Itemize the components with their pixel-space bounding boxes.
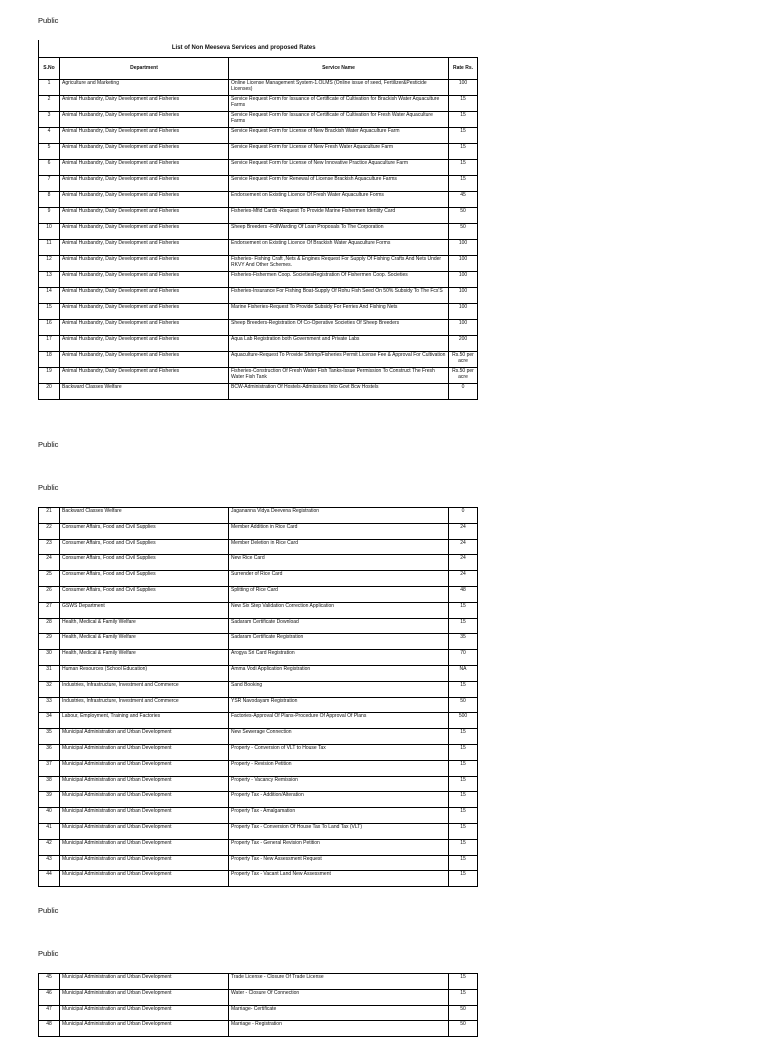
table-row (39, 508, 478, 524)
cell-sno: 42 (39, 839, 60, 855)
table-row (39, 191, 478, 207)
cell-sno: 20 (39, 383, 60, 399)
cell-sno: 28 (39, 618, 60, 634)
cell-rate: 15 (449, 602, 478, 618)
cell-sno: 31 (39, 665, 60, 681)
table-row (39, 760, 478, 776)
cell-rate: 50 (449, 697, 478, 713)
cell-sno: 44 (39, 871, 60, 887)
cell-department: Municipal Administration and Urban Development (60, 808, 229, 824)
cell-department: Animal Husbandry, Dairy Development and Fisheries (60, 191, 229, 207)
cell-sno: 41 (39, 823, 60, 839)
cell-rate: 100 (449, 239, 478, 255)
cell-service-name: Amma Vodi Application Registration (229, 665, 449, 681)
cell-rate: 24 (449, 555, 478, 571)
cell-department: Municipal Administration and Urban Development (60, 760, 229, 776)
cell-rate: 15 (449, 159, 478, 175)
cell-department: Consumer Affairs, Food and Civil Supplies (60, 571, 229, 587)
cell-service-name: Member Addition in Rice Card (229, 523, 449, 539)
table-row (39, 974, 478, 990)
cell-service-name: Service Request Form for License of New Brackish Water Aquaculture Farm (229, 127, 449, 143)
cell-department: Agriculture and Marketing (60, 79, 229, 95)
cell-rate: Rs.50 per acre (449, 367, 478, 383)
cell-service-name: Property Tax - Conversion Of House Tax To Land Tax (VLT) (229, 823, 449, 839)
cell-service-name: New Six Step Validation Correction Application (229, 602, 449, 618)
table-row (39, 335, 478, 351)
cell-sno: 13 (39, 271, 60, 287)
cell-rate: 0 (449, 383, 478, 399)
cell-service-name: Sand Booking (229, 681, 449, 697)
cell-department: Animal Husbandry, Dairy Development and Fisheries (60, 95, 229, 111)
cell-sno: 12 (39, 255, 60, 271)
cell-rate: 15 (449, 111, 478, 127)
cell-sno: 27 (39, 602, 60, 618)
cell-service-name: Arogya Sri Card Registration (229, 650, 449, 666)
cell-department: Municipal Administration and Urban Development (60, 1005, 229, 1021)
cell-rate: 50 (449, 207, 478, 223)
table-row (39, 634, 478, 650)
table-row (39, 271, 478, 287)
cell-department: Animal Husbandry, Dairy Development and Fisheries (60, 335, 229, 351)
cell-service-name: Member Deletion in Rice Card (229, 539, 449, 555)
cell-service-name: Sadaram Certificate Registration (229, 634, 449, 650)
cell-department: Municipal Administration and Urban Development (60, 974, 229, 990)
cell-sno: 23 (39, 539, 60, 555)
table-row (39, 571, 478, 587)
cell-department: Health, Medical & Family Welfare (60, 634, 229, 650)
cell-service-name: BCW-Administration Of Hostels-Admissions Into Govt Bcw Hostels (229, 383, 449, 399)
cell-rate: 15 (449, 681, 478, 697)
cell-rate: 24 (449, 539, 478, 555)
table-row (39, 1005, 478, 1021)
cell-service-name: Jagananna Vidya Deevena Registration (229, 508, 449, 524)
cell-rate: 15 (449, 839, 478, 855)
table-row (39, 95, 478, 111)
cell-service-name: Property - Revision Petition (229, 760, 449, 776)
cell-sno: 2 (39, 95, 60, 111)
table-row (39, 586, 478, 602)
cell-service-name: Trade License - Closure Of Trade License (229, 974, 449, 990)
cell-sno: 21 (39, 508, 60, 524)
cell-service-name: Fisheries-Fishermen Coop. SocietiesRegistration Of Fishermen Coop. Societies (229, 271, 449, 287)
cell-sno: 15 (39, 303, 60, 319)
table-row (39, 823, 478, 839)
services-table-page-3 (38, 973, 478, 1037)
cell-department: Municipal Administration and Urban Development (60, 871, 229, 887)
cell-rate: 15 (449, 729, 478, 745)
cell-department: Backward Classes Welfare (60, 508, 229, 524)
cell-department: Animal Husbandry, Dairy Development and Fisheries (60, 143, 229, 159)
cell-sno: 45 (39, 974, 60, 990)
cell-sno: 37 (39, 760, 60, 776)
cell-department: Consumer Affairs, Food and Civil Supplies (60, 586, 229, 602)
table-title: List of Non Meeseva Services and proposed Rates (39, 40, 449, 57)
cell-sno: 39 (39, 792, 60, 808)
header-service-name: Service Name (229, 57, 449, 79)
header-department: Department (60, 57, 229, 79)
cell-sno: 38 (39, 776, 60, 792)
cell-department: Health, Medical & Family Welfare (60, 650, 229, 666)
cell-sno: 36 (39, 744, 60, 760)
cell-service-name: Factories-Approval Of Plans-Procedure Of Approval Of Plans (229, 713, 449, 729)
cell-department: Animal Husbandry, Dairy Development and Fisheries (60, 303, 229, 319)
cell-service-name: Water - Closure Of Connection (229, 989, 449, 1005)
cell-service-name: Service Request Form for License of New Innovative Practice Aquaculture Farm (229, 159, 449, 175)
table-row (39, 79, 478, 95)
cell-service-name: Service Request Form for Renewal of License Brackish Aquaculture Farms (229, 175, 449, 191)
cell-service-name: Online License Management System-1.OLMS (Online issue of seed, Fertilizer&Pesticide Licenses) (229, 79, 449, 95)
cell-rate: 70 (449, 650, 478, 666)
cell-service-name: Property Tax - Addition/Alteration (229, 792, 449, 808)
table-row (39, 239, 478, 255)
cell-rate: 15 (449, 760, 478, 776)
cell-sno: 1 (39, 79, 60, 95)
cell-rate: 45 (449, 191, 478, 207)
cell-department: Animal Husbandry, Dairy Development and Fisheries (60, 111, 229, 127)
cell-sno: 3 (39, 111, 60, 127)
cell-service-name: Property - Conversion of VLT to House Tax (229, 744, 449, 760)
cell-service-name: Fisheries-Insurance For Fishing Boat-Supply Of Rohu Fish Seed On 50% Subsidy To The Fcs'S (229, 287, 449, 303)
table-row (39, 871, 478, 887)
table-row (39, 175, 478, 191)
cell-service-name: Aquaculture-Request To Provide Shrimp/Fisheries Permit License Fee & Approval For Cultivation (229, 351, 449, 367)
cell-service-name: Property - Vacancy Remission (229, 776, 449, 792)
cell-service-name: Service Request Form for Issuance of Certificate of Cultivation for Brackish Water Aquaculture Farms (229, 95, 449, 111)
cell-sno: 25 (39, 571, 60, 587)
table-row (39, 319, 478, 335)
header-rate: Rate Rs. (449, 57, 478, 79)
cell-sno: 17 (39, 335, 60, 351)
cell-rate: 15 (449, 808, 478, 824)
table-row (39, 729, 478, 745)
cell-sno: 29 (39, 634, 60, 650)
cell-service-name: Fisheries-Construction Of Fresh Water Fish Tanks-Issue Permission To Construct The Fresh Water Fish Tank (229, 367, 449, 383)
cell-department: Animal Husbandry, Dairy Development and Fisheries (60, 367, 229, 383)
table-row (39, 351, 478, 367)
page-label: Public (38, 949, 59, 958)
page-label: Public (38, 906, 59, 915)
cell-department: Municipal Administration and Urban Development (60, 989, 229, 1005)
table-row (39, 523, 478, 539)
cell-service-name: YSR Navodayam Registration (229, 697, 449, 713)
cell-rate: 15 (449, 871, 478, 887)
cell-department: Animal Husbandry, Dairy Development and Fisheries (60, 223, 229, 239)
table-row (39, 127, 478, 143)
cell-sno: 10 (39, 223, 60, 239)
table-row (39, 143, 478, 159)
cell-department: Animal Husbandry, Dairy Development and Fisheries (60, 271, 229, 287)
cell-service-name: Property Tax - New Assessment Request (229, 855, 449, 871)
cell-department: Animal Husbandry, Dairy Development and Fisheries (60, 159, 229, 175)
cell-rate: Rs.50 per acre (449, 351, 478, 367)
cell-department: Municipal Administration and Urban Development (60, 855, 229, 871)
table-row (39, 207, 478, 223)
cell-department: Labour, Employment, Training and Factories (60, 713, 229, 729)
cell-sno: 46 (39, 989, 60, 1005)
cell-sno: 8 (39, 191, 60, 207)
cell-service-name: Fisheries- Fishing Craft ,Nets & Engines Request For Supply Of Fishing Crafts And Nets Under RKVY And Other Schemes. (229, 255, 449, 271)
cell-rate: 15 (449, 143, 478, 159)
cell-service-name: Aqua Lab Registration both Government and Private Labs (229, 335, 449, 351)
table-row (39, 618, 478, 634)
cell-rate: 15 (449, 744, 478, 760)
table-row (39, 1021, 478, 1037)
table-row (39, 792, 478, 808)
cell-sno: 18 (39, 351, 60, 367)
cell-sno: 9 (39, 207, 60, 223)
cell-service-name: New Sewerage Connection (229, 729, 449, 745)
cell-rate: 24 (449, 571, 478, 587)
cell-service-name: Property Tax - Amalgamation (229, 808, 449, 824)
cell-sno: 48 (39, 1021, 60, 1037)
cell-rate: 15 (449, 618, 478, 634)
cell-department: Animal Husbandry, Dairy Development and Fisheries (60, 207, 229, 223)
cell-service-name: New Rice Card (229, 555, 449, 571)
cell-rate: 500 (449, 713, 478, 729)
table-row (39, 713, 478, 729)
cell-sno: 6 (39, 159, 60, 175)
cell-rate: 50 (449, 223, 478, 239)
cell-sno: 11 (39, 239, 60, 255)
cell-sno: 30 (39, 650, 60, 666)
cell-sno: 43 (39, 855, 60, 871)
table-row (39, 808, 478, 824)
page-label: Public (38, 16, 59, 25)
cell-sno: 22 (39, 523, 60, 539)
table-row (39, 287, 478, 303)
page-label: Public (38, 483, 59, 492)
table-row (39, 776, 478, 792)
cell-sno: 34 (39, 713, 60, 729)
table-row (39, 650, 478, 666)
cell-service-name: Service Request Form for License of New Fresh Water Aquaculture Farm (229, 143, 449, 159)
cell-service-name: Marriage - Registration (229, 1021, 449, 1037)
cell-rate: 15 (449, 823, 478, 839)
cell-service-name: Marriage- Certificate (229, 1005, 449, 1021)
cell-service-name: Sheep Breeders-Registration Of Co-Operative Societies Of Sheep Breeders (229, 319, 449, 335)
cell-department: Human Resources (School Education) (60, 665, 229, 681)
cell-department: Backward Classes Welfare (60, 383, 229, 399)
cell-department: Animal Husbandry, Dairy Development and Fisheries (60, 127, 229, 143)
cell-service-name: Fisheries-Mfid Cards -Request To Provide Marine Fishermen Identity Card (229, 207, 449, 223)
cell-rate: 100 (449, 79, 478, 95)
cell-department: Municipal Administration and Urban Development (60, 776, 229, 792)
cell-department: Consumer Affairs, Food and Civil Supplies (60, 539, 229, 555)
cell-service-name: Marine Fisheries-Request To Provide Subsidy For Ferries And Fishing Nets (229, 303, 449, 319)
cell-department: Animal Husbandry, Dairy Development and Fisheries (60, 319, 229, 335)
cell-department: Industries, Infrastructure, Investment and Commerce (60, 681, 229, 697)
cell-rate: 24 (449, 523, 478, 539)
cell-department: Consumer Affairs, Food and Civil Supplies (60, 523, 229, 539)
table-row (39, 303, 478, 319)
cell-department: Animal Husbandry, Dairy Development and Fisheries (60, 255, 229, 271)
cell-rate: 100 (449, 271, 478, 287)
cell-rate: 100 (449, 303, 478, 319)
cell-department: Health, Medical & Family Welfare (60, 618, 229, 634)
cell-rate: 15 (449, 95, 478, 111)
table-row (39, 665, 478, 681)
table-row (39, 697, 478, 713)
table-row (39, 602, 478, 618)
cell-rate: 100 (449, 255, 478, 271)
cell-department: Animal Husbandry, Dairy Development and Fisheries (60, 287, 229, 303)
cell-service-name: Surrender of Rice Card (229, 571, 449, 587)
table-row (39, 681, 478, 697)
cell-rate: 15 (449, 776, 478, 792)
table-row (39, 989, 478, 1005)
services-table-page-1 (38, 40, 478, 400)
table-row (39, 367, 478, 383)
table-row (39, 839, 478, 855)
services-table-page-2 (38, 507, 478, 887)
cell-sno: 33 (39, 697, 60, 713)
cell-sno: 40 (39, 808, 60, 824)
cell-sno: 24 (39, 555, 60, 571)
cell-department: Animal Husbandry, Dairy Development and Fisheries (60, 239, 229, 255)
cell-rate: 15 (449, 792, 478, 808)
cell-rate: 50 (449, 1005, 478, 1021)
page-label: Public (38, 440, 59, 449)
cell-sno: 5 (39, 143, 60, 159)
cell-department: Animal Husbandry, Dairy Development and Fisheries (60, 351, 229, 367)
cell-department: Municipal Administration and Urban Development (60, 729, 229, 745)
cell-sno: 32 (39, 681, 60, 697)
cell-rate: NA (449, 665, 478, 681)
cell-rate: 200 (449, 335, 478, 351)
cell-sno: 4 (39, 127, 60, 143)
table-row (39, 744, 478, 760)
table-row (39, 383, 478, 399)
cell-department: Municipal Administration and Urban Development (60, 1021, 229, 1037)
cell-rate: 35 (449, 634, 478, 650)
table-row (39, 111, 478, 127)
table-row (39, 255, 478, 271)
cell-department: Municipal Administration and Urban Development (60, 792, 229, 808)
table-row (39, 855, 478, 871)
cell-rate: 0 (449, 508, 478, 524)
cell-service-name: Sadaram Certificate Download (229, 618, 449, 634)
cell-service-name: Property Tax - General Revision Petition (229, 839, 449, 855)
cell-service-name: Service Request Form for Issuance of Certificate of Cultivation for Fresh Water Aquaculture Farms (229, 111, 449, 127)
header-sno: S.No (39, 57, 60, 79)
table-row (39, 555, 478, 571)
cell-rate: 48 (449, 586, 478, 602)
cell-service-name: Property Tax - Vacant Land New Assessment (229, 871, 449, 887)
cell-department: Municipal Administration and Urban Development (60, 823, 229, 839)
cell-sno: 47 (39, 1005, 60, 1021)
cell-department: Industries, Infrastructure, Investment and Commerce (60, 697, 229, 713)
cell-rate: 15 (449, 974, 478, 990)
cell-sno: 26 (39, 586, 60, 602)
cell-rate: 50 (449, 1021, 478, 1037)
table-header-row (39, 57, 478, 79)
cell-service-name: Sheep Breeders -FollWarding Of Loan Proposals To The Corporation (229, 223, 449, 239)
cell-department: Municipal Administration and Urban Development (60, 839, 229, 855)
cell-department: Animal Husbandry, Dairy Development and Fisheries (60, 175, 229, 191)
table-row (39, 223, 478, 239)
cell-service-name: Endorsement on Existing Licence Of Fresh Water Aquaculture Forms (229, 191, 449, 207)
cell-sno: 16 (39, 319, 60, 335)
cell-rate: 100 (449, 287, 478, 303)
cell-rate: 100 (449, 319, 478, 335)
cell-service-name: Endorsement on Existing Licence Of Brackish Water Aquaculture Forms (229, 239, 449, 255)
cell-department: Consumer Affairs, Food and Civil Supplies (60, 555, 229, 571)
cell-service-name: Splitting of Rice Card (229, 586, 449, 602)
cell-department: GSWS Department (60, 602, 229, 618)
cell-rate: 15 (449, 855, 478, 871)
table-row (39, 159, 478, 175)
cell-sno: 19 (39, 367, 60, 383)
cell-department: Municipal Administration and Urban Development (60, 744, 229, 760)
cell-rate: 15 (449, 127, 478, 143)
cell-rate: 15 (449, 175, 478, 191)
cell-rate: 15 (449, 989, 478, 1005)
cell-sno: 35 (39, 729, 60, 745)
cell-sno: 14 (39, 287, 60, 303)
table-row (39, 539, 478, 555)
cell-sno: 7 (39, 175, 60, 191)
